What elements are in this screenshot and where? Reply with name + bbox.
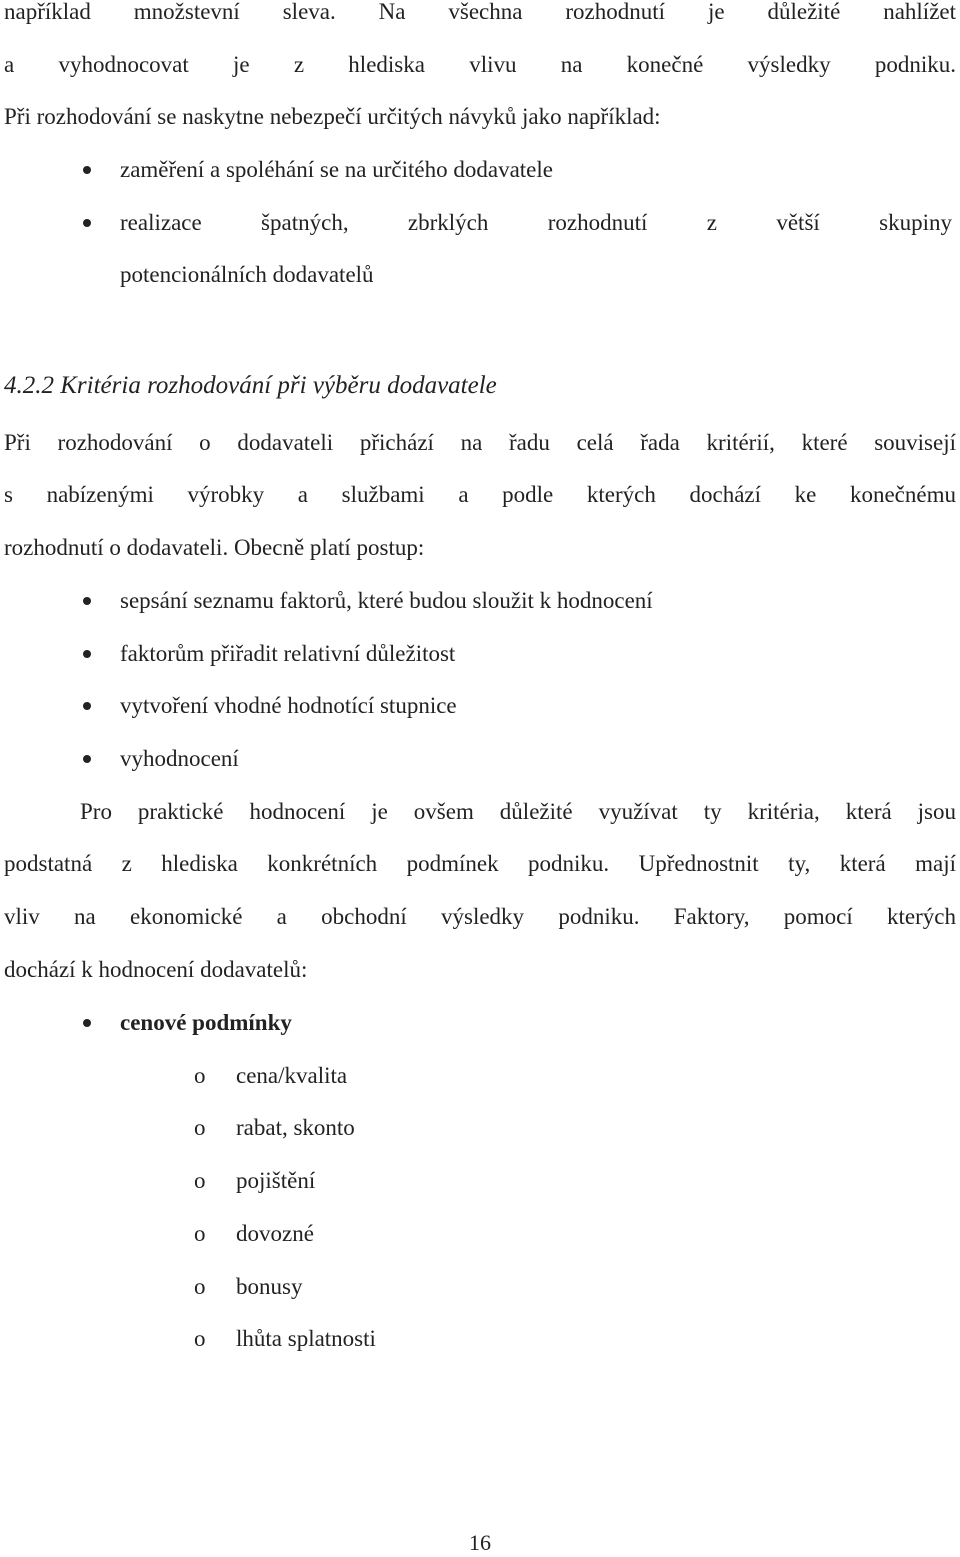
paragraph-line: vliv na ekonomické a obchodní výsledky podniku. Faktory, pomocí kterých — [4, 904, 956, 929]
sub-list-item-text: dovozné — [236, 1221, 314, 1246]
sub-list-item — [0, 1061, 956, 1091]
section-heading: 4.2.2 Kritéria rozhodování při výběru dodavatele — [4, 372, 497, 399]
paragraph-line: a vyhodnocovat je z hlediska vlivu na konečné výsledky podniku. — [4, 52, 956, 77]
paragraph-line: Pro praktické hodnocení je ovšem důležité využívat ty kritéria, která jsou — [80, 799, 956, 824]
bullet-icon — [83, 597, 91, 605]
bullet-icon — [83, 702, 91, 710]
circle-bullet-icon: o — [194, 1221, 206, 1246]
sub-list-item-text: cena/kvalita — [236, 1063, 348, 1088]
paragraph-line: rozhodnutí o dodavateli. Obecně platí postup: — [4, 535, 425, 560]
list-item-text: realizace špatných, zbrklých rozhodnutí z větší skupiny — [120, 210, 952, 235]
list-item — [0, 1008, 956, 1038]
sub-list-item — [0, 1272, 956, 1302]
paragraph-line: s nabízenými výrobky a službami a podle kterých dochází ke konečnému — [4, 482, 956, 507]
list-item-text: sepsání seznamu faktorů, které budou sloužit k hodnocení — [120, 588, 653, 613]
bullet-icon — [83, 219, 91, 227]
list-item-text: vyhodnocení — [120, 746, 239, 771]
bullet-icon — [83, 650, 91, 658]
circle-bullet-icon: o — [194, 1274, 206, 1299]
bullet-icon — [83, 166, 91, 174]
circle-bullet-icon: o — [194, 1115, 206, 1140]
list-item — [0, 691, 956, 721]
page-number: 16 — [469, 1530, 491, 1555]
paragraph-line: Při rozhodování se naskytne nebezpečí určitých návyků jako například: — [4, 104, 661, 129]
list-item-text: faktorům přiřadit relativní důležitost — [120, 641, 456, 666]
sub-list-item-text: rabat, skonto — [236, 1115, 355, 1140]
circle-bullet-icon: o — [194, 1168, 206, 1193]
sub-list-item — [0, 1324, 956, 1354]
sub-list-item — [0, 1113, 956, 1143]
paragraph-line: Při rozhodování o dodavateli přichází na řadu celá řada kritérií, které souvisejí — [4, 430, 956, 455]
sub-list-item-text: pojištění — [236, 1168, 316, 1193]
list-item — [0, 639, 956, 669]
list-item-text: potencionálních dodavatelů — [120, 262, 374, 287]
bullet-icon — [83, 1019, 91, 1027]
sub-list-item-text: bonusy — [236, 1274, 303, 1299]
circle-bullet-icon: o — [194, 1326, 206, 1351]
list-item-continuation — [0, 260, 956, 290]
list-item — [0, 744, 956, 774]
sub-list-item — [0, 1166, 956, 1196]
list-item-text: zaměření a spoléhání se na určitého dodavatele — [120, 157, 553, 182]
list-item — [0, 208, 956, 238]
paragraph-line: například množstevní sleva. Na všechna rozhodnutí je důležité nahlížet — [4, 0, 956, 24]
list-item-text: vytvoření vhodné hodnotící stupnice — [120, 693, 457, 718]
list-item — [0, 155, 956, 185]
factor-heading: cenové podmínky — [120, 1010, 292, 1035]
sub-list-item-text: lhůta splatnosti — [236, 1326, 376, 1351]
paragraph-line: podstatná z hlediska konkrétních podmínek podniku. Upřednostnit ty, která mají — [4, 851, 956, 876]
list-item — [0, 586, 956, 616]
paragraph-line: dochází k hodnocení dodavatelů: — [4, 957, 308, 982]
bullet-icon — [83, 755, 91, 763]
circle-bullet-icon: o — [194, 1063, 206, 1088]
sub-list-item — [0, 1219, 956, 1249]
